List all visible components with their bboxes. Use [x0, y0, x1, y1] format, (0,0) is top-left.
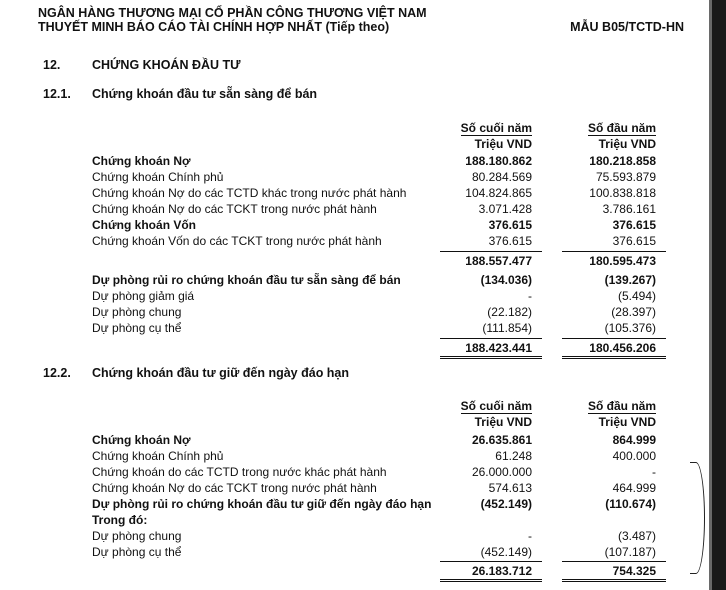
row-value-begin: 75.593.879	[595, 170, 656, 184]
row-label: Chứng khoán Nợ	[92, 154, 191, 168]
row-value-begin: (28.397)	[611, 305, 656, 319]
row-label: Dự phòng cụ thể	[92, 545, 182, 559]
row-value-end: (22.182)	[487, 305, 532, 319]
row-value-end: 574.613	[488, 481, 532, 495]
table-row	[92, 272, 662, 288]
unit-label: Triệu VND	[598, 415, 656, 429]
column-header-end-of-year: Số cuối năm	[460, 121, 532, 135]
row-value-end: 188.423.441	[465, 341, 532, 355]
row-value-begin: 100.838.818	[589, 186, 656, 200]
row-value-end: 376.615	[488, 234, 532, 248]
section-title: CHỨNG KHOÁN ĐẦU TƯ	[92, 58, 241, 72]
row-value-begin: (107.187)	[604, 545, 656, 559]
row-value-begin: (110.674)	[605, 497, 656, 511]
row-value-end: 104.824.865	[465, 186, 532, 200]
row-value-end: (111.854)	[482, 321, 532, 335]
row-value-end: -	[528, 289, 532, 303]
row-label: Chứng khoán Vốn do các TCKT trong nước phát hành	[92, 234, 382, 248]
row-value-end: -	[528, 529, 532, 543]
scan-edge-bar	[712, 0, 726, 590]
row-value-begin: 3.786.161	[602, 202, 656, 216]
table-row	[92, 169, 662, 185]
row-value-end: 61.248	[495, 449, 532, 463]
unit-label: Triệu VND	[474, 137, 532, 151]
row-label: Chứng khoán Chính phủ	[92, 449, 224, 463]
table-row	[92, 201, 662, 217]
column-header-begin-of-year: Số đầu năm	[587, 121, 656, 135]
row-value-begin: 464.999	[612, 481, 656, 495]
form-code: MẪU B05/TCTD-HN	[570, 20, 684, 34]
table-row	[92, 528, 662, 544]
row-value-end: 26.000.000	[471, 465, 532, 479]
row-value-end: 26.183.712	[471, 564, 532, 578]
table-row	[92, 233, 662, 249]
table-row	[92, 217, 662, 233]
subsection-number: 12.1.	[43, 87, 71, 101]
row-value-begin: 180.595.473	[589, 254, 656, 268]
total-rule	[440, 338, 542, 339]
row-value-end: 80.284.569	[471, 170, 532, 184]
row-value-begin: 180.456.206	[589, 341, 656, 355]
row-value-begin: 754.325	[612, 564, 656, 578]
row-value-begin: 180.218.858	[589, 154, 656, 168]
bank-name: NGÂN HÀNG THƯƠNG MẠI CỔ PHẦN CÔNG THƯƠNG VIỆT NAM	[38, 6, 427, 20]
total-rule	[440, 561, 542, 562]
subtotal-row	[92, 253, 662, 269]
row-value-end: 3.071.428	[478, 202, 532, 216]
table-row	[92, 432, 662, 448]
scan-bracket-mark	[690, 462, 705, 574]
table-row	[92, 512, 662, 528]
row-value-begin: (105.376)	[604, 321, 656, 335]
table-row	[92, 496, 662, 512]
row-label: Chứng khoán Nợ do các TCKT trong nước phát hành	[92, 202, 377, 216]
row-label: Chứng khoán Nợ do các TCTD khác trong nước phát hành	[92, 186, 407, 200]
row-label: Chứng khoán Nợ do các TCKT trong nước phát hành	[92, 481, 377, 495]
table-row	[92, 464, 662, 480]
row-label: Dự phòng cụ thể	[92, 321, 182, 335]
row-label: Trong đó:	[92, 513, 148, 527]
subsection-title: Chứng khoán đầu tư giữ đến ngày đáo hạn	[92, 366, 350, 380]
subtotal-rule	[440, 251, 542, 252]
row-value-begin: 376.615	[612, 218, 656, 232]
row-value-end: 376.615	[488, 218, 532, 232]
section-number: 12.	[43, 58, 61, 72]
row-value-begin: 376.615	[612, 234, 656, 248]
row-value-end: 188.180.862	[465, 154, 532, 168]
row-value-end: (452.149)	[480, 545, 532, 559]
row-label: Chứng khoán do các TCTD trong nước khác phát hành	[92, 465, 387, 479]
row-value-begin: 400.000	[612, 449, 656, 463]
table-row	[92, 320, 662, 336]
row-value-end: 26.635.861	[471, 433, 532, 447]
column-header-end-of-year: Số cuối năm	[460, 399, 532, 413]
subsection-number: 12.2.	[43, 366, 71, 380]
row-value-begin: (139.267)	[604, 273, 656, 287]
subtotal-rule	[562, 251, 666, 252]
total-double-rule	[440, 356, 542, 359]
report-title: THUYẾT MINH BÁO CÁO TÀI CHÍNH HỢP NHẤT (Tiếp theo)	[38, 20, 390, 34]
table-row	[92, 304, 662, 320]
row-value-begin: (5.494)	[617, 289, 656, 303]
total-rule	[562, 338, 666, 339]
unit-label: Triệu VND	[474, 415, 532, 429]
row-value-end: 188.557.477	[465, 254, 532, 268]
row-value-begin: 864.999	[612, 433, 656, 447]
row-label: Dự phòng chung	[92, 305, 182, 319]
total-double-rule	[562, 356, 666, 359]
row-label: Dự phòng rủi ro chứng khoán đầu tư sẵn sàng để bán	[92, 273, 401, 287]
row-label: Dự phòng giảm giá	[92, 289, 195, 303]
row-value-end: (452.149)	[480, 497, 532, 511]
row-label: Dự phòng chung	[92, 529, 182, 543]
row-label: Chứng khoán Vốn	[92, 218, 197, 232]
row-label: Chứng khoán Chính phủ	[92, 170, 224, 184]
table-row	[92, 153, 662, 169]
table-row	[92, 480, 662, 496]
row-value-begin: (3.487)	[617, 529, 656, 543]
table-row	[92, 448, 662, 464]
total-row	[92, 340, 662, 356]
table-row	[92, 185, 662, 201]
column-header-begin-of-year: Số đầu năm	[587, 399, 656, 413]
table-row	[92, 544, 662, 560]
row-label: Chứng khoán Nợ	[92, 433, 191, 447]
row-value-begin: -	[652, 465, 656, 479]
row-value-end: (134.036)	[480, 273, 532, 287]
subsection-title: Chứng khoán đầu tư sẵn sàng để bán	[92, 87, 318, 101]
total-double-rule	[440, 579, 542, 582]
total-rule	[562, 561, 666, 562]
table-row	[92, 288, 662, 304]
total-row	[92, 563, 662, 579]
total-double-rule	[562, 579, 666, 582]
row-label: Dự phòng rủi ro chứng khoán đầu tư giữ đến ngày đáo hạn	[92, 497, 432, 511]
unit-label: Triệu VND	[598, 137, 656, 151]
